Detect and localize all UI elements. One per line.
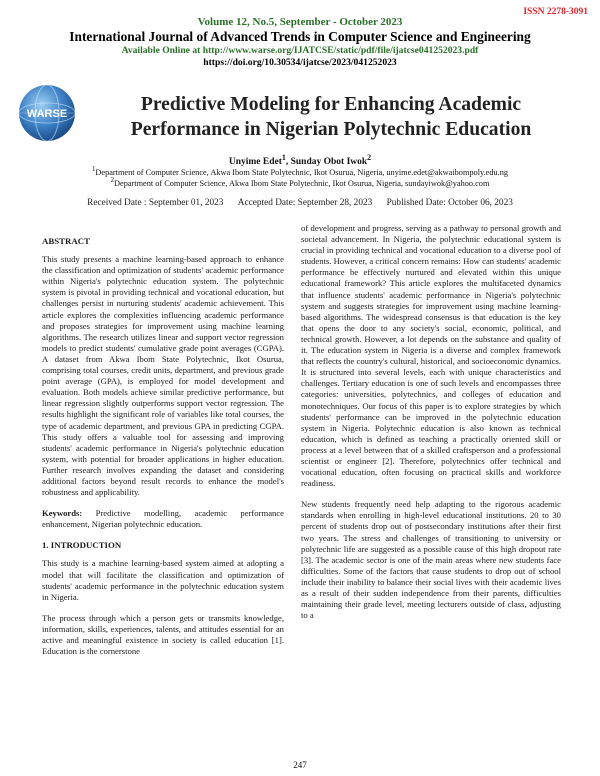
received-date: Received Date : September 01, 2023 bbox=[87, 198, 224, 208]
abstract-text: This study presents a machine learning-based approach to enhance the classification and optimization of students' academic performance within Nigeria's polytechnic education system. The polytechnic system is pivotal in providing technical and vocational education, but challenges persist in nurturing students' academic achievement. This article explores the complexities influencing academic performance and proposes strategies for improvement using machine learning algorithms. The research utilizes linear and support vector regression models to predict students' cumulative grade point averages (CGPA). A dataset from Akwa Ibom State Polytechnic, Ikot Osurua, comprising total courses, credit units, department, and previous grade point average (GPA), is employed for model development and evaluation. Both models achieve similar predictive performance, but linear regression slightly outperforms support vector regression. The results highlight the significant role of variables like total courses, the type of academic department, and previous GPA in predicting CGPA. This study offers a valuable tool for assessing and improving students' academic performance in Nigeria's polytechnic education system, with potential for broader applications in higher education. Further research involves expanding the dataset and considering additional factors beyond result records to enhance the model's robustness and applicability. bbox=[42, 254, 284, 498]
affiliation-1 bbox=[0, 166, 600, 177]
body-paragraph-2: New students frequently need help adapting to the rigorous academic standards when enrolling in high-level educational institutions. 20 to 30 percent of students drop out of postsecondary institutions after their first two years. The stress and challenges of transitioning to university or polytechnic life are suggested as a possible cause of this high dropout rate [3]. The academic sector is one of the main areas where new students face difficulties. Some of the factors that cause students to drop out of school include their inability to balance their social lives with their academic lives as a result of their sudden independence from their parents, difficulties maintaining their grade level, meeting lecturers outside of class, adjusting to a bbox=[301, 499, 561, 621]
volume-line: Volume 12, No.5, September - October 2023 bbox=[197, 16, 403, 28]
globe-icon bbox=[17, 83, 77, 143]
keywords-label: Keywords: bbox=[42, 508, 83, 519]
affil2-sup: 2 bbox=[110, 177, 115, 184]
paper-title bbox=[96, 92, 566, 142]
issn-label: ISSN 2278-3091 bbox=[523, 7, 588, 17]
published-date: Published Date: October 06, 2023 bbox=[386, 198, 513, 208]
page-number: 247 bbox=[293, 760, 307, 770]
online-url[interactable]: Available Online at http://www.warse.org/IJATCSE/static/pdf/file/ijatcse041252023.pdf bbox=[121, 45, 479, 56]
abstract-heading: ABSTRACT bbox=[42, 236, 90, 246]
right-column bbox=[301, 223, 561, 631]
affil1-text: Department of Computer Science, Akwa Ibom State Polytechnic, Ikot Osurua, Nigeria, unyime.edet@akwaibompoly.edu.ng bbox=[95, 167, 509, 177]
author2: Sunday Obot Iwok bbox=[290, 157, 368, 168]
paper-title-line1: Predictive Modeling for Enhancing Academic bbox=[140, 94, 522, 115]
intro-heading: 1. INTRODUCTION bbox=[42, 540, 122, 551]
author1: Unyime Edet bbox=[228, 157, 282, 168]
accepted-date: Accepted Date: September 28, 2023 bbox=[237, 198, 373, 208]
body-paragraph-1: of development and progress, serving as a pathway to personal growth and societal advancement. In Nigeria, the polytechnic educational system is crucial in providing technical and vocational education to a diverse pool of students. However, a critical concern remains: How can students' academic performance be effectively nurtured and elevated within this unique educational framework? This article explores the multifaceted dynamics that influence students' academic performance in Nigeria's polytechnic system and suggests strategies for improvement using machine learning-based algorithms. The widespread consensus is that education is the key that opens the door to any society's social, economic, political, and technical growth. However, a lot depends on the substance and quality of it. The education system in Nigeria is a diverse and complex framework that reflects the country's cultural, historical, and socioeconomic dynamics. It is structured into several levels, each with unique characteristics and challenges. Tertiary education is one of such levels and encompasses three categories: universities, polytechnics, and colleges of education and monotechniques. Our focus of this paper is to explore strategies by which students' performance can be improved in the polytechnic education system in Nigeria. Polytechnic education is also known as technical education, which is defined as teaching a practically oriented skill or process at a level between that of a skilled craftsperson and a professional scientist or engineer [2]. Therefore, polytechnics offer technical and vocational education, often focusing on practical skills and workforce readiness. bbox=[301, 223, 561, 489]
svg-text:WARSE: WARSE bbox=[26, 108, 68, 120]
left-column bbox=[42, 236, 284, 667]
author1-sup: 1 bbox=[281, 153, 286, 162]
affil2-text: Department of Computer Science, Akwa Ibom State Polytechnic, Ikot Osurua, Nigeria, sundayiwok@yahoo.com bbox=[114, 178, 490, 188]
paper-title-line2: Performance in Nigerian Polytechnic Education bbox=[130, 119, 532, 140]
author-sep: , bbox=[285, 157, 291, 168]
affil1-sup: 1 bbox=[91, 166, 96, 173]
warse-logo bbox=[17, 83, 77, 143]
author2-sup: 2 bbox=[367, 153, 372, 162]
journal-title: International Journal of Advanced Trends in Computer Science and Engineering bbox=[69, 29, 531, 44]
keywords-text: Predictive modelling, academic performance enhancement, Nigerian polytechnic education. bbox=[42, 508, 284, 530]
affiliation-2 bbox=[0, 177, 600, 188]
doi-link[interactable]: https://doi.org/10.30534/ijatcse/2023/041252023 bbox=[203, 57, 397, 68]
dates-line bbox=[0, 198, 600, 208]
intro-paragraph-2: The process through which a person gets or transmits knowledge, information, skills, experiences, talents, and attitudes essential for an active and meaningful existence in society is called education [1]. Education is the cornerstone bbox=[42, 612, 284, 657]
keywords bbox=[42, 508, 284, 530]
intro-paragraph-1: This study is a machine learning-based system aimed at adopting a model that will facilitate the classification and optimization of students' academic performance in the polytechnic education system in Nigeria. bbox=[42, 558, 284, 602]
